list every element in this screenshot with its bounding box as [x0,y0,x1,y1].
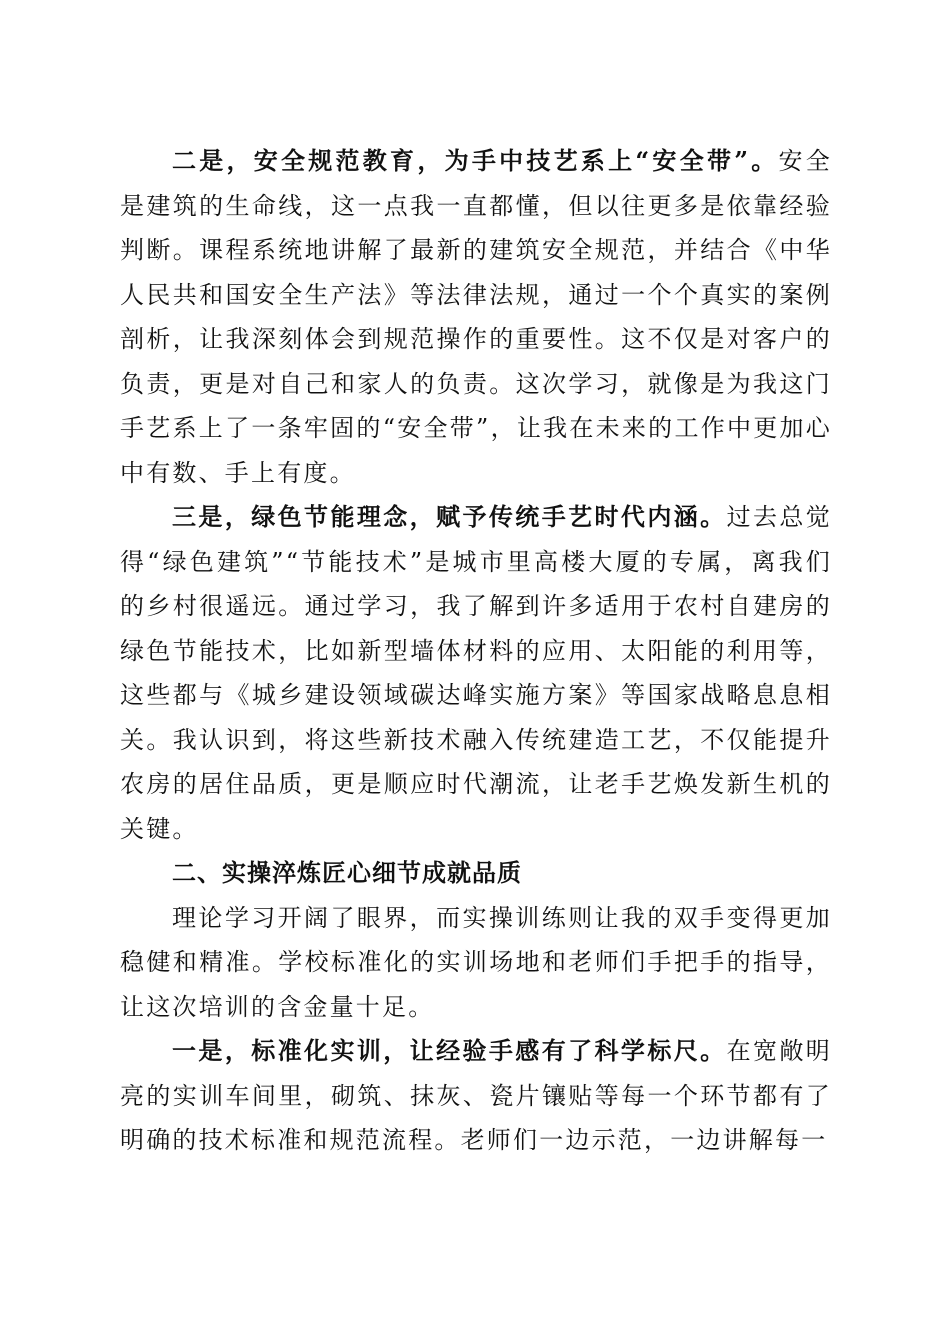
paragraph-standard-training [120,1029,832,1163]
paragraph-body: 过去总觉得“绿色建筑”“节能技术”是城市里高楼大厦的专属，离我们的乡村很遥远。通过学习，我了解到许多适用于农村自建房的绿色节能技术，比如新型墙体材料的应用、太阳能的利用等，这些都与《城乡建设领域碳达峰实施方案》等国家战略息息相关。我认识到，将这些新技术融入传统建造工艺，不仅能提升农房的居住品质，更是顺应时代潮流，让老手艺焕发新生机的关键。 [120,503,832,843]
document-page [120,139,832,1163]
paragraph-body: 安全是建筑的生命线，这一点我一直都懂，但以往更多是依靠经验判断。课程系统地讲解了最新的建筑安全规范，并结合《中华人民共和国安全生产法》等法律法规，通过一个个真实的案例剖析，让我深刻体会到规范操作的重要性。这不仅是对客户的负责，更是对自己和家人的负责。这次学习，就像是为我这门手艺系上了一条牢固的“安全带”，让我在未来的工作中更加心中有数、手上有度。 [120,147,832,487]
section-heading: 二、实操淬炼匠心细节成就品质 [172,859,522,887]
paragraph-green-energy [120,495,832,851]
paragraph-body: 在宽敞明亮的实训车间里，砌筑、抹灰、瓷片镶贴等每一个环节都有了明确的技术标准和规范流程。老师们一边示范，一边讲解每一 [120,1037,832,1154]
paragraph-lead: 三是，绿色节能理念，赋予传统手艺时代内涵。 [172,502,727,531]
paragraph-safety [120,139,832,495]
paragraph-lead: 一是，标准化实训，让经验手感有了科学标尺。 [172,1036,727,1065]
paragraph-lead: 二是，安全规范教育，为手中技艺系上“安全带”。 [172,146,779,175]
paragraph-intro: 理论学习开阔了眼界，而实操训练则让我的双手变得更加稳健和精准。学校标准化的实训场地和老师们手把手的指导，让这次培训的含金量十足。 [120,903,832,1021]
